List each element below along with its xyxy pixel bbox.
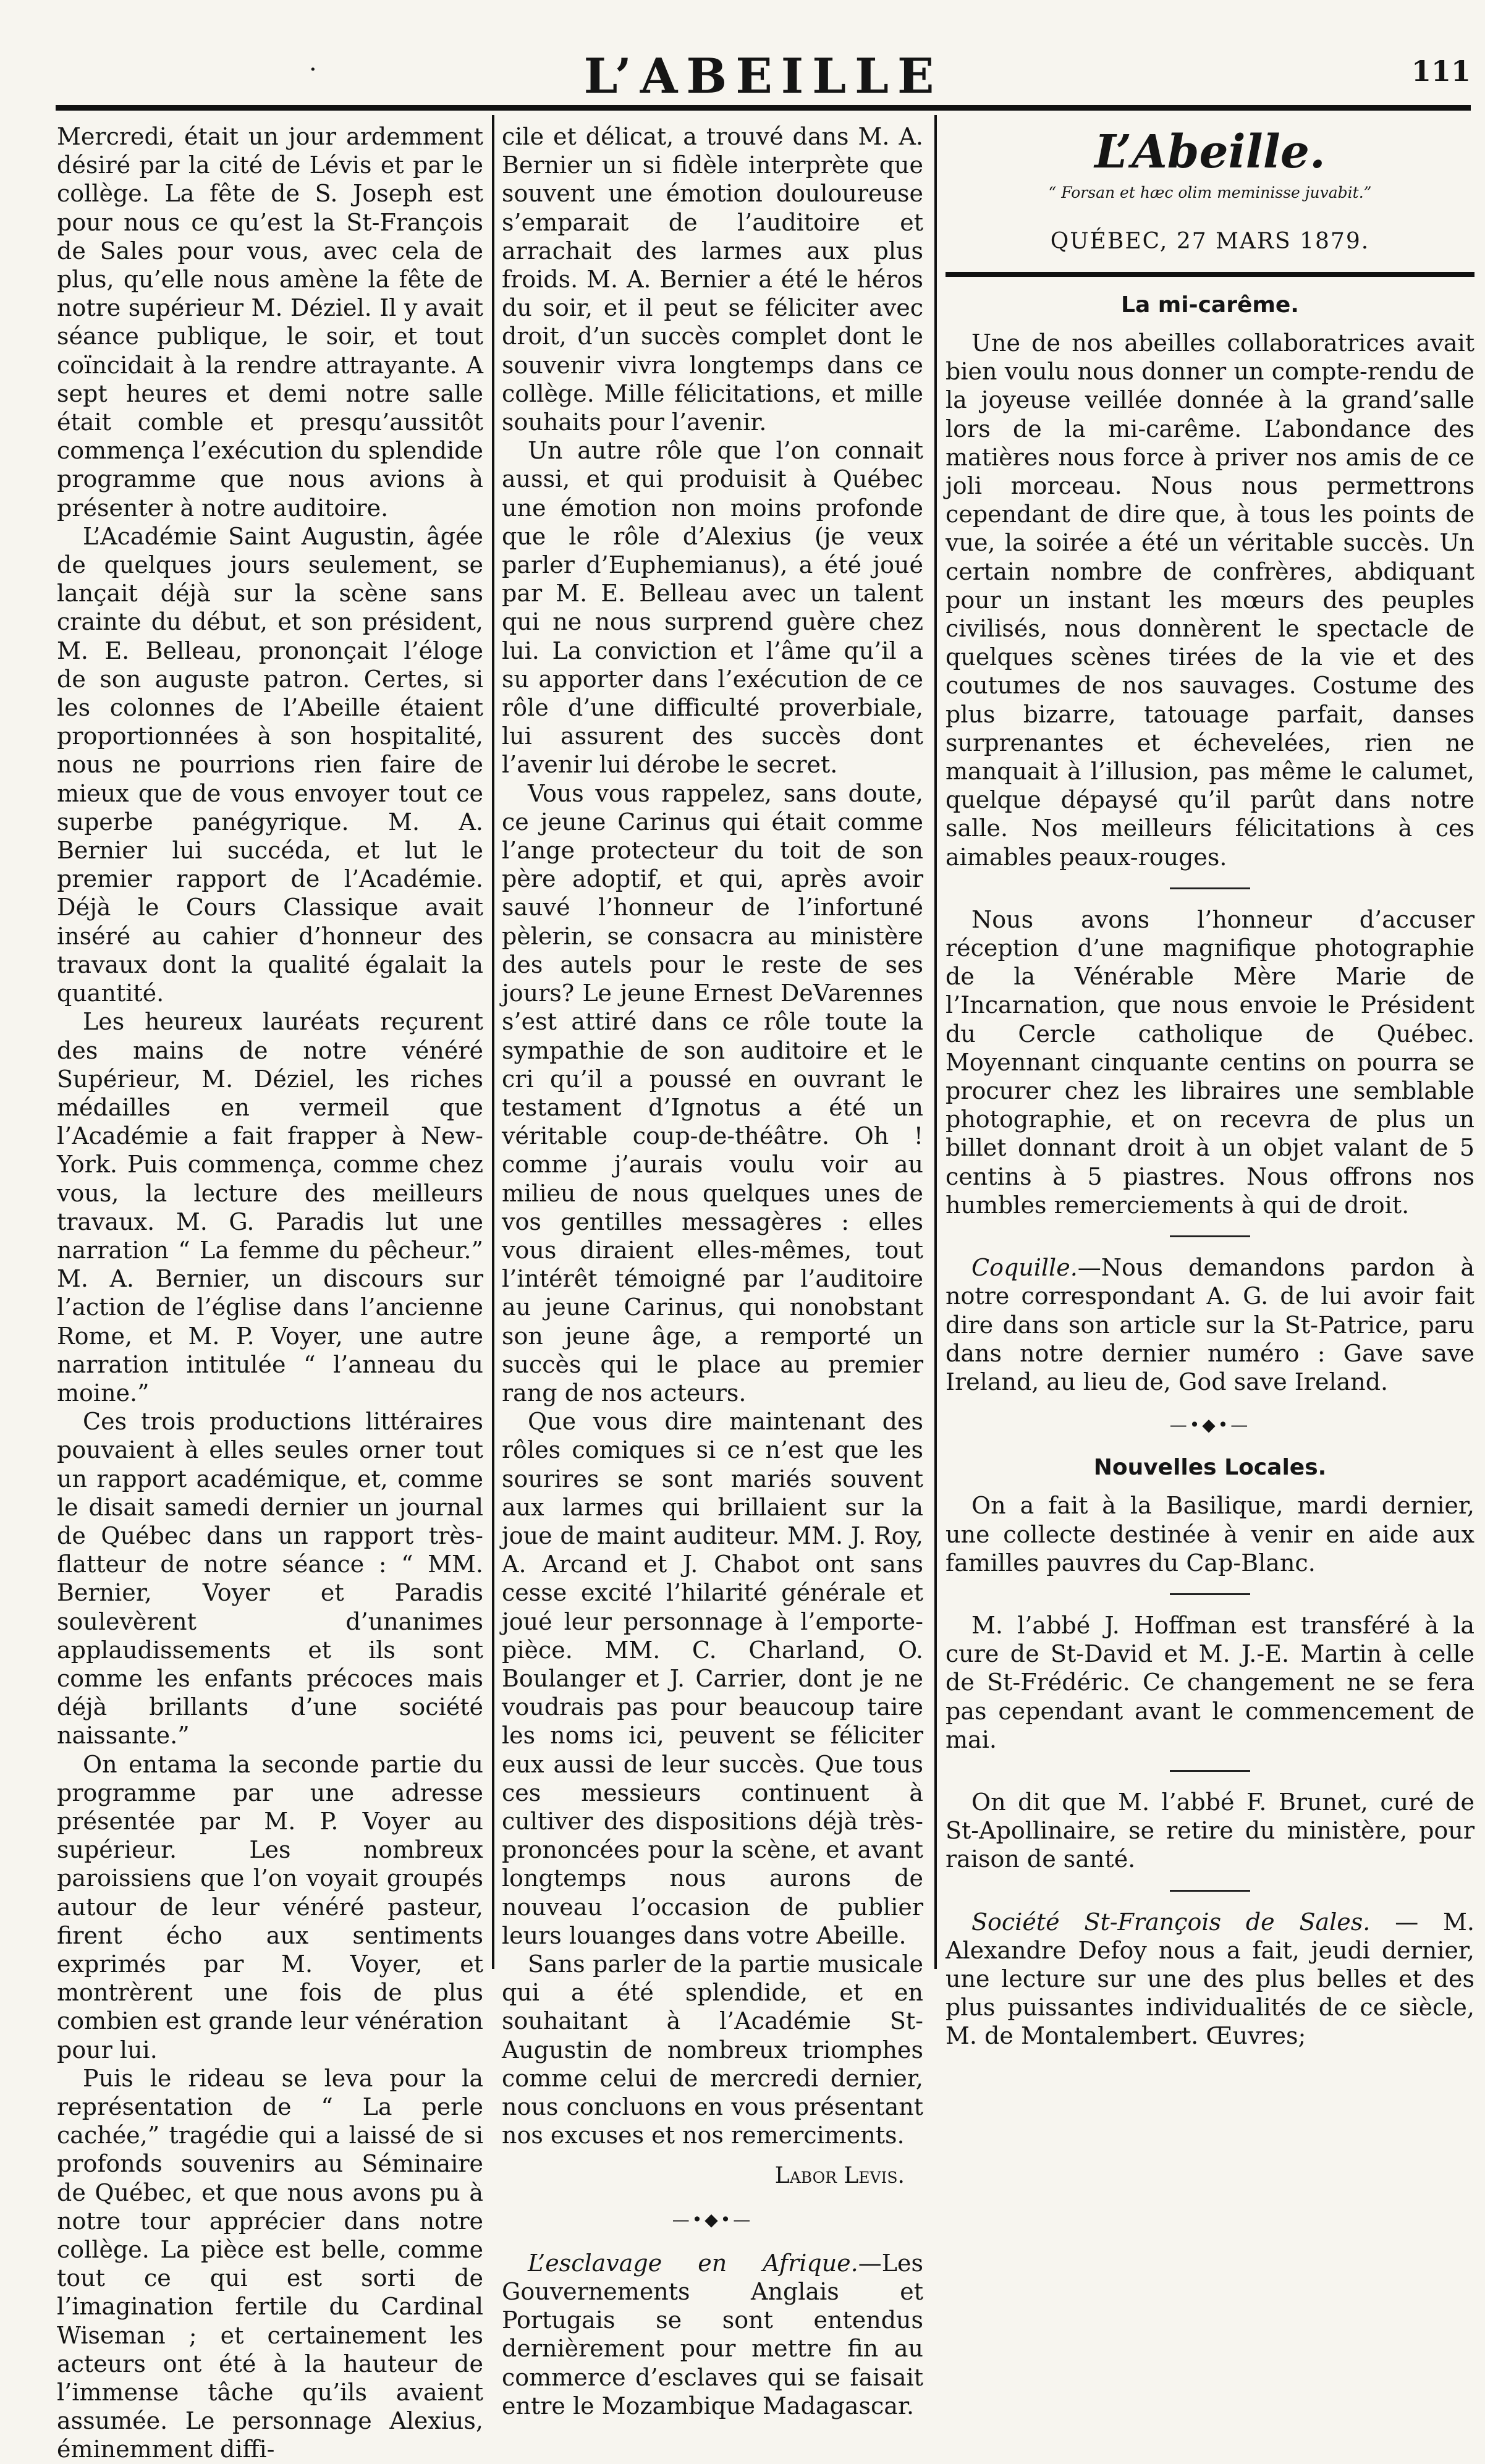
ornament-divider: —•◆•— [1169,1415,1251,1436]
paragraph: M. l’abbé J. Hoffman est transféré à la cure de St-David et M. J.-E. Martin à celle de St-Frédéric. Ce changement ne se fera pas cependant avant le commencement de mai. [946,1611,1474,1753]
divider [1170,887,1250,889]
section-title: Nouvelles Locales. [1093,1455,1327,1481]
column-rule-1 [492,115,494,1969]
paragraph: On dit que M. l’abbé F. Brunet, curé de St-Apollinaire, se retire du ministère, pour raison de santé. [946,1788,1474,1873]
motto: “ Forsan et hæc olim meminisse juvabit.” [1048,184,1372,201]
paragraph-coquille [946,1253,1474,1396]
paragraph: Vous vous rappelez, sans doute, ce jeune Carinus qui était comme l’ange protecteur du toit de son père adoptif, et qui, après avoir sauvé l’honneur de l’infortuné pèlerin, se consacra au ministère des autels pour le reste de ses jours? Le jeune Ernest DeVarennes s’est attiré dans ce rôle toute la sympathie de son auditoire et le cri qu’il a poussé en ouvrant le testament d’Ignotus a été un véritable coup-de-théâtre. Oh ! comme j’aurais voulu voir au milieu de nous quelques unes de vos gentilles messagères : elles vous diraient elles-mêmes, tout l’intérêt témoigné par l’auditoire au jeune Carinus, qui nonobstant son jeune âge, a remporté un succès qui le place au premier rang de nos acteurs. [502,779,923,1407]
paragraph-body: —Les Gouvernements Anglais et Portugais se sont entendus dernièrement pour mettre fin au commerce d’esclaves qui se faisait entre le Mozambique Madagascar. [502,2249,923,2420]
paragraph: Sans parler de la partie musicale qui a été splendide, et en souhaitant à l’Académie St-Augustin de nombreux triomphes comme celui de mercredi dernier, nous concluons en vous présentant nos excuses et nos remerciments. [502,1950,923,2149]
running-title: L’ABEILLE [583,48,943,104]
column-2 [502,122,923,2420]
paragraph-societe [946,1908,1474,2051]
divider [1170,1770,1250,1772]
header-dot: · [309,56,317,84]
paragraph-lead: L’esclavage en Afrique. [528,2249,858,2277]
paragraph: L’Académie Saint Augustin, âgée de quelques jours seulement, se lançait déjà sur la scène sans crainte du début, et son président, M. E. Belleau, prononçait l’éloge de son auguste patron. Certes, si les colonnes de l’Abeille étaient proportionnées à son hospitalité, nous ne pourrions rien faire de mieux que de vous envoyer tout ce superbe panégyrique. M. A. Bernier lui succéda, et lut le premier rapport de l’Académie. Déjà le Cours Classique avait inséré au cahier d’honneur des travaux dont la qualité égalait la quantité. [57,522,483,1007]
paragraph: On entama la seconde partie du programme par une adresse présentée par M. P. Voyer au supérieur. Les nombreux paroissiens que l’on voyait groupés autour de leur vénéré pasteur, firent écho aux sentiments exprimés par M. Voyer, et montrèrent une fois de plus combien est grande leur vénération pour lui. [57,1750,483,2064]
paragraph: On a fait à la Basilique, mardi dernier, une collecte destinée à venir en aide aux familles pauvres du Cap-Blanc. [946,1492,1474,1577]
paragraph: cile et délicat, a trouvé dans M. A. Bernier un si fidèle interprète que souvent une émotion douloureuse s’emparait de l’auditoire et arrachait des larmes aux plus froids. M. A. Bernier a été le héros du soir, et il peut se féliciter avec droit, d’un succès complet dont le souvenir vivra longtemps dans ce collège. Mille félicitations, et mille souhaits pour l’avenir. [502,123,923,436]
paragraph: Une de nos abeilles collaboratrices avait bien voulu nous donner un compte-rendu de la joyeuse veillée donnée à la grand’salle lors de la mi-carême. L’abondance des matières nous force à priver nos amis de ce joli morceau. Nous nous permettrons cependant de dire que, à tous les points de vue, la soirée a été un véritable succès. Un certain nombre de confrères, abdiquant pour un instant les mœurs des peuples civilisés, nous donnèrent le spectacle de quelques scènes tirées de la vie et des coutumes de nos sauvages. Costume des plus bizarre, tatouage parfait, danses surprenantes et échevelées, rien ne manquait à l’illusion, pas même le calumet, quelque dépaysé qu’il parût dans notre salle. Nos meilleurs félicitations à ces aimables peaux-rouges. [946,329,1474,871]
column-3 [946,122,1474,2050]
paragraph: Mercredi, était un jour ardemment désiré par la cité de Lévis et par le collège. La fête de S. Joseph est pour nous ce qu’est la St-François de Sales pour vous, avec cela de plus, qu’elle nous amène la fête de notre supérieur M. Déziel. Il y avait séance publique, le soir, et tout coïncidait à la rendre attrayante. A sept heures et demi notre salle était comble et presqu’aussitôt commença l’exécution du splendide programme que nous avions à présenter à notre auditoire. [57,123,483,522]
paragraph-body: — M. Alexandre Defoy nous a fait, jeudi dernier, une lecture sur une des plus belles et des plus puissantes individualités de ce siècle, M. de Montalembert. Œuvres; [946,1908,1474,2050]
paragraph: Les heureux lauréats reçurent des mains de notre vénéré Supérieur, M. Déziel, les riches médailles en vermeil que l’Académie a fait frapper à New-York. Puis commença, comme chez vous, la lecture des meilleurs travaux. M. G. Paradis lut une narration “ La femme du pêcheur.” M. A. Bernier, un discours sur l’action de l’église dans l’ancienne Rome, et M. P. Voyer, une autre narration intitulée “ l’anneau du moine.” [57,1008,483,1407]
paragraph: Un autre rôle que l’on connait aussi, et qui produisit à Québec une émotion non moins profonde que le rôle d’Alexius (je veux parler d’Euphemianus), a été joué par M. E. Belleau avec un talent qui ne nous surprend guère chez lui. La conviction et l’âme qu’il a su apporter dans l’exécution de ce rôle d’une difficulté proverbiale, lui assurent des succès dont l’avenir lui dérobe le secret. [502,437,923,779]
divider [1170,1235,1250,1237]
header-rule [56,105,1471,111]
divider [1170,1890,1250,1892]
column-rule-2 [934,115,937,1969]
paragraph-body: —Nous demandons pardon à notre correspondant A. G. de lui avoir fait dire dans son article sur la St-Patrice, paru dans notre dernier numéro : Gave save Ireland, au lieu de, God save Ireland. [946,1254,1474,1395]
paragraph: Puis le rideau se leva pour la représentation de “ La perle cachée,” tragédie qui a laissé de si profonds souvenirs au Séminaire de Québec, et que nous avons pu à notre tour apprécier dans notre collège. La pièce est belle, comme tout ce qui est sorti de l’imagination fertile du Cardinal Wiseman ; et certainement les acteurs ont été à la hauteur de l’immense tâche qu’ils avaient assumée. Le personnage Alexius, éminemment diffi- [57,2064,483,2463]
page-number: 111 [1411,54,1471,88]
masthead-rule [946,272,1474,277]
paragraph: Que vous dire maintenant des rôles comiques si ce n’est que les sourires se sont mariés souvent aux larmes qui brillaient sur la joue de maint auditeur. MM. J. Roy, A. Arcand et J. Chabot ont sans cesse excité l’hilarité générale et joué leur personnage à l’emporte-pièce. MM. C. Charland, O. Boulanger et J. Carrier, dont je ne voudrais pas pour beaucoup taire les noms ici, peuvent se féliciter eux aussi de leur succès. Que tous ces messieurs continuent à cultiver des dispositions déjà très-prononcées pour la scène, et avant longtemps nous aurons de nouveau l’occasion de publier leurs louanges dans votre Abeille. [502,1408,923,1949]
paragraph: Ces trois productions littéraires pouvaient à elles seules orner tout un rapport académique, et, comme le disait samedi dernier un journal de Québec dans un rapport très-flatteur de notre séance : “ MM. Bernier, Voyer et Paradis soulevèrent d’unanimes applaudissements et ils sont comme les enfants précoces mais déjà brillants d’une société naissante.” [57,1408,483,1750]
paragraph-lead: Coquille. [971,1254,1078,1282]
dateline: QUÉBEC, 27 MARS 1879. [1050,229,1370,254]
column-1 [57,122,483,2463]
ornament-divider: —•◆•— [672,2209,753,2230]
masthead: L’Abeille. [1094,125,1326,179]
paragraph: Nous avons l’honneur d’accuser réception d’une magnifique photographie de la Vénérable Mère Marie de l’Incarnation, que nous envoie le Président du Cercle catholique de Québec. Moyennant cinquante centins on pourra se procurer chez les libraires une semblable photographie, et on recevra de plus un billet donnant droit à un objet valant de 5 centins à 5 piastres. Nous offrons nos humbles remerciements à qui de droit. [946,905,1474,1219]
page-header [56,48,1471,104]
signature: Labor Levis. [774,2163,905,2189]
paragraph-esclavage [502,2249,923,2420]
divider [1170,1593,1250,1595]
paragraph-lead: Société St-François de Sales. [971,1908,1371,1936]
section-title: La mi-carême. [1121,292,1299,318]
